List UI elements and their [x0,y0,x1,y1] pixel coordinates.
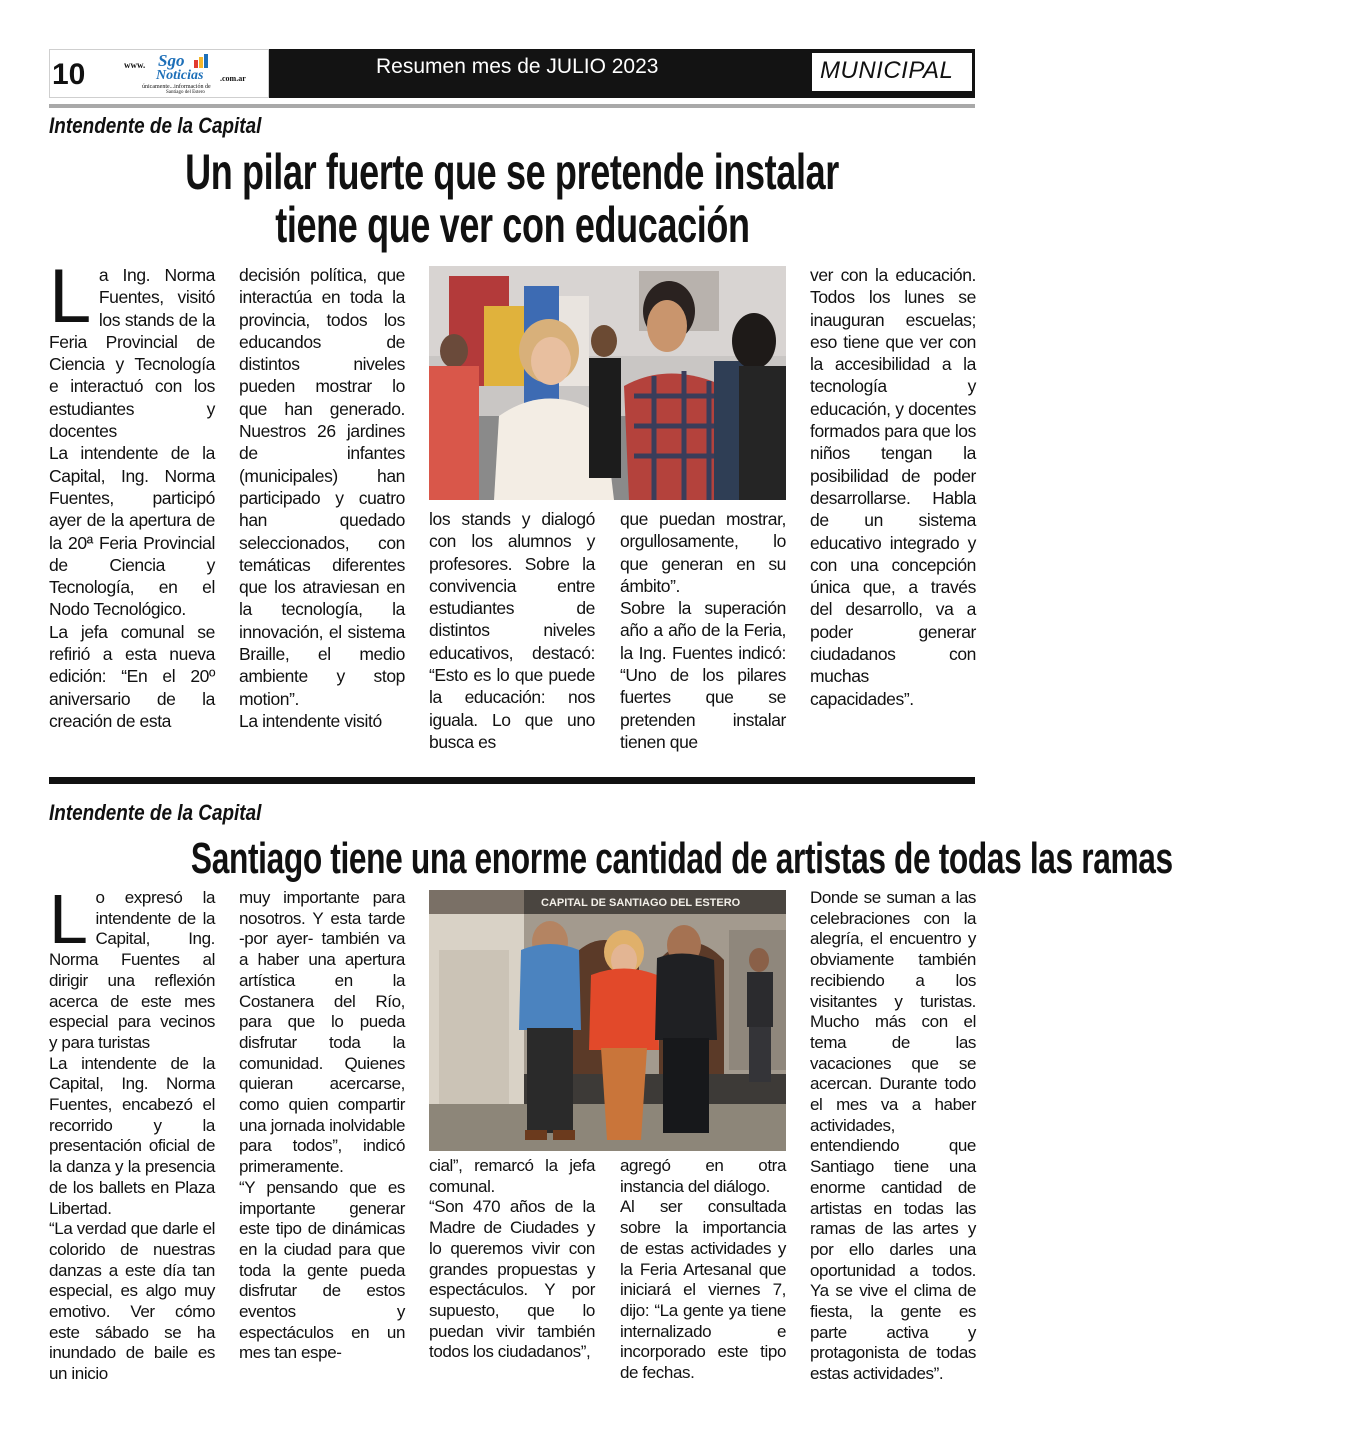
article1-headline-line2: tiene que ver con educación [274,197,750,253]
article2-paragraph: La intendente de la Capital, Ing. Norma Fuentes, encabezó el recorrido y la presentación oficial de la danza y la presencia de los ballets en Plaza Libertad. [49,1053,215,1218]
article1-paragraph: los stands y dialogó con los alumnos y profesores. Sobre la convivencia entre estudiantes de distintos niveles educativos, destacó: “Esto es lo que puede la educación: nos iguala. Lo que uno busca es [429,509,595,752]
article1-paragraph: La intendente de la Capital, Ing. Norma Fuentes, participó ayer de la apertura de la 20ª Feria Provincial de Ciencia y Tecnología, en el Nodo Tecnológico. [49,443,215,620]
article2-col4 [620,1156,786,1384]
article1-paragraph: La intendente visitó [239,710,382,731]
edition-title: Resumen mes de JULIO 2023 [376,55,659,78]
article2-paragraph: muy importante para nosotros. Y esta tarde -por ayer- también va a haber una apertura artística en la Costanera del Río, para que lo pueda disfrutar toda la comunidad. Quienes quieran acercarse, como quien compartir una jornada inolvidable para todos”, indicó primeramente. [239,888,405,1177]
photo-intendente-feria [429,266,786,500]
article2-photo[interactable] [429,890,786,1151]
article2-col1 [49,880,215,1385]
photo-capital-santiago [429,890,786,1151]
article1-headline-line1: Un pilar fuerte que se pretende instalar [185,144,839,200]
article1-col3 [429,508,595,753]
logo-www: www. [124,60,146,70]
article1-col1 [49,254,215,732]
header-rule [49,104,975,108]
article1-paragraph: decisión política, que interactúa en toda la provincia, todos los educandos de distintos niveles pueden mostrar lo que han generado. Nuestros 26 jardines de infantes (municipales) han participado y cuatro han quedado seleccionados, con temáticas diferentes que los atraviesan en la tecnología, la innovación, el sistema Braille, el medio ambiente y stop motion”. [239,265,405,709]
article1-paragraph: Sobre la superación año a año de la Feria, la Ing. Fuentes indicó: “Uno de los pilares fuertes que se pretenden instalar tienen que [620,598,786,752]
article1-col5 [810,264,976,710]
article2-col5 [810,888,976,1385]
article2-col3 [429,1156,595,1363]
article1-paragraph: ver con la educación. Todos los lunes se inauguran escuelas; eso tiene que ver con la accesibilidad a la tecnología y educación, y docentes formados para que los niños tengan la posibilidad de poder desarrollarse. Habla de un sistema educativo integrado y con una concepción única que, a través del desarrollo, va a poder generar ciudadanos con muchas capacidades”. [810,265,976,709]
article2-paragraph: “Y pensando que es importante generar este tipo de dinámicas en la ciudad para que toda la gente pueda disfrutar de estos eventos y espectáculos en un mes tan espe- [239,1177,405,1363]
article2-headline: Santiago tiene una enorme cantidad de artistas de todas las ramas [190,834,1173,883]
article2-dropcap: L [49,880,88,958]
article1-kicker: Intendente de la Capital [49,113,262,138]
article2-paragraph: cial”, remarcó la jefa comunal. [429,1156,595,1196]
article2-lead: o expresó la intendente de la Capital, Ing. Norma Fuentes al dirigir una reflexión acerca de este mes especial para vecinos y para turistas [49,888,215,1052]
article2-col2 [239,888,405,1364]
logo-tagline2: Santiago del Estero [166,90,205,95]
article2-paragraph: “La verdad que darle el colorido de nuestras danzas a este día tan especial, es algo muy emotivo. Ver cómo este sábado se ha inundado de baile es un inicio [49,1219,215,1384]
logo-tagline: únicamente...información de [142,84,211,90]
article1-paragraph: La jefa comunal se refirió a esta nueva edición: “En el 20º aniversario de la creación de esta [49,621,215,731]
logo-sgo: Sgo [158,51,185,70]
article2-paragraph: “Son 470 años de la Madre de Ciudades y lo queremos vivir con grandes propuestas y espectáculos. Y por supuesto, que lo puedan vivir también todos los ciudadanos”, [429,1197,595,1362]
logo-bars-icon [194,54,210,68]
photo-sign-text: CAPITAL DE SANTIAGO DEL ESTERO [541,897,741,909]
article2-paragraph: agregó en otra instancia del diálogo. [620,1156,786,1196]
section-label: MUNICIPAL [820,57,954,84]
article2-kicker: Intendente de la Capital [49,800,262,825]
article2-paragraph: Donde se suman a las celebraciones con la alegría, el encuentro y obviamente también recibiendo a los visitantes y turistas. Mucho más con el tema de las vacaciones que se acercan. Durante todo el mes va a haber actividades, entendiendo que Santiago tiene una enorme cantidad de artistas en todas las ramas de las artes y por ello darles una oportunidad a todos. Ya se vive el clima de fiesta, la gente es parte activa y protagonista de todas estas actividades”. [810,888,976,1384]
logo-domain: .com.ar [220,74,246,83]
article1-dropcap: L [49,254,91,339]
page-number: 10 [52,58,86,91]
article1-lead: a Ing. Norma Fuentes, visitó los stands de la Feria Provincial de Ciencia y Tecnología e interactuó con los estudiantes y docentes [49,265,215,442]
article2-paragraph: Al ser consultada sobre la importancia de estas actividades y la Feria Artesanal que iniciará el viernes 7, dijo: “La gente ya tiene internalizado e incorporado este tipo de fechas. [620,1197,786,1383]
article1-photo[interactable] [429,266,786,500]
article1-col4 [620,508,786,753]
article1-col2 [239,264,405,732]
article-divider [49,777,975,784]
article1-paragraph: que puedan mostrar, orgullosamente, lo que generan en su ámbito”. [620,509,786,596]
sgonoticias-logo[interactable] [122,52,262,96]
logo-noticias: Noticias [156,68,204,83]
